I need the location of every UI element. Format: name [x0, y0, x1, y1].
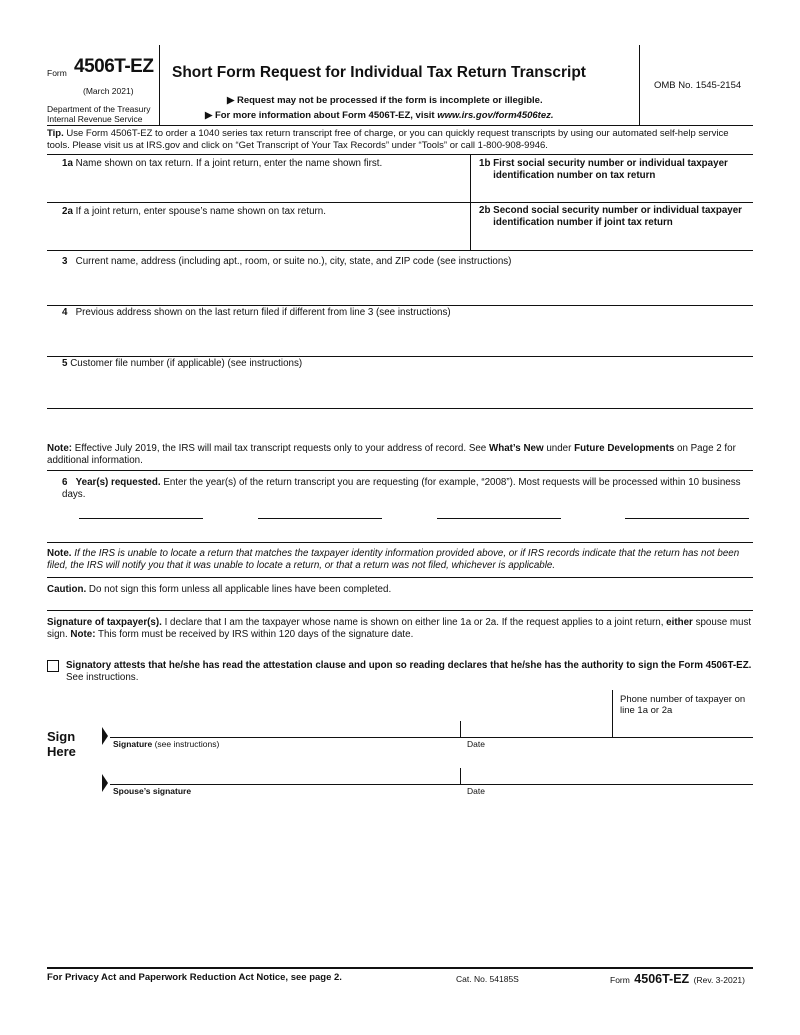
omb-number: OMB No. 1545-2154	[654, 80, 742, 91]
form-word: Form	[47, 68, 67, 78]
line-3-input[interactable]	[47, 270, 753, 305]
date-label-2: Date	[467, 786, 485, 796]
signature-input[interactable]	[110, 720, 460, 737]
footer-form-id: Form 4506T-EZ (Rev. 3-2021)	[610, 972, 745, 986]
sign-arrow-icon	[102, 727, 108, 745]
dept-line-1: Department of the Treasury	[47, 104, 151, 114]
notice-more-info: ▶ For more information about Form 4506T-EZ, visit www.irs.gov/form4506tez.	[205, 110, 554, 121]
date-label-1: Date	[467, 739, 485, 749]
line-4-input[interactable]	[47, 321, 753, 356]
arrow-icon: ▶	[205, 110, 213, 121]
line-2b-input[interactable]	[471, 230, 753, 250]
privacy-notice: For Privacy Act and Paperwork Reduction Act Notice, see page 2.	[47, 972, 342, 983]
year-input-4[interactable]	[625, 518, 749, 519]
year-input-1[interactable]	[79, 518, 203, 519]
irs-url-link[interactable]: www.irs.gov/form4506tez.	[437, 110, 554, 121]
spouse-arrow-icon	[102, 774, 108, 792]
date-input-2[interactable]	[461, 767, 753, 784]
year-input-2[interactable]	[258, 518, 382, 519]
sign-here-label: Sign Here	[47, 729, 76, 759]
phone-label: Phone number of taxpayer on line 1a or 2a	[620, 694, 746, 716]
attestation-text: Signatory attests that he/she has read the attestation clause and upon so reading declares that he/she has the authority to sign the Form 4506T-EZ. See instructions.	[66, 660, 752, 683]
signature-label: Signature (see instructions)	[113, 739, 220, 749]
spouse-signature-input[interactable]	[110, 767, 460, 784]
year-input-3[interactable]	[437, 518, 561, 519]
tip-text: Tip. Use Form 4506T-EZ to order a 1040 series tax return transcript free of charge, or you can quickly request transcripts by using our automated self-help service tools. Please visit us at IRS.gov and click on “Get Transcript of Your Tax Records” under “Tools” or call 1-800-908-9946.	[47, 128, 729, 151]
line-6-label: 6 Year(s) requested. Enter the year(s) of the return transcript you are requesting (for example, “2008”). Most requests will be processed within 10 business days.	[62, 477, 741, 500]
caution-text: Caution. Do not sign this form unless all applicable lines have been completed.	[47, 584, 392, 595]
line-1b-label: 1b First social security number or individual taxpayer identification number on tax return	[479, 158, 728, 181]
form-number: 4506T-EZ	[74, 56, 154, 77]
note-address-of-record: Note: Effective July 2019, the IRS will mail tax transcript requests only to your address of record. See What’s New under Future Developments on Page 2 for additional information.	[47, 443, 736, 466]
dept-line-2: Internal Revenue Service	[47, 114, 143, 124]
arrow-icon: ▶	[227, 95, 235, 106]
note-return-not-found: Note. If the IRS is unable to locate a return that matches the taxpayer identity information provided above, or if IRS records indicate that the return has not been filed, the IRS will notify you that it was unable to locate a return, or that a return was not filed, whichever is applicable.	[47, 548, 740, 571]
line-5-input[interactable]	[47, 372, 753, 408]
line-2a-input[interactable]	[47, 220, 470, 250]
line-1a-label: 1a Name shown on tax return. If a joint return, enter the name shown first.	[62, 158, 383, 169]
line-2b-label: 2b Second social security number or individual taxpayer identification number if joint tax return	[479, 205, 742, 228]
form-header	[47, 45, 753, 125]
notice-incomplete: ▶ Request may not be processed if the form is incomplete or illegible.	[227, 95, 543, 106]
cat-number: Cat. No. 54185S	[456, 974, 519, 984]
line-2a-label: 2a If a joint return, enter spouse’s name shown on tax return.	[62, 206, 326, 217]
line-1b-input[interactable]	[471, 182, 753, 202]
phone-input[interactable]	[613, 720, 753, 737]
form-date: (March 2021)	[83, 86, 134, 96]
signature-declaration: Signature of taxpayer(s). I declare that I am the taxpayer whose name is shown on either line 1a or 2a. If the request applies to a joint return, either spouse must sign. Note: This form must be received by IRS within 120 days of the signature date.	[47, 617, 752, 640]
line-5-label: 5 Customer file number (if applicable) (see instructions)	[62, 358, 303, 369]
date-input-1[interactable]	[461, 720, 612, 737]
form-title: Short Form Request for Individual Tax Return Transcript	[172, 64, 586, 81]
line-4-label: 4 Previous address shown on the last return filed if different from line 3 (see instructions)	[62, 307, 451, 318]
attestation-checkbox[interactable]	[47, 660, 59, 672]
line-3-label: 3 Current name, address (including apt., room, or suite no.), city, state, and ZIP code (see instructions)	[62, 256, 512, 267]
spouse-signature-label: Spouse’s signature	[113, 786, 192, 796]
line-1a-input[interactable]	[47, 172, 470, 202]
